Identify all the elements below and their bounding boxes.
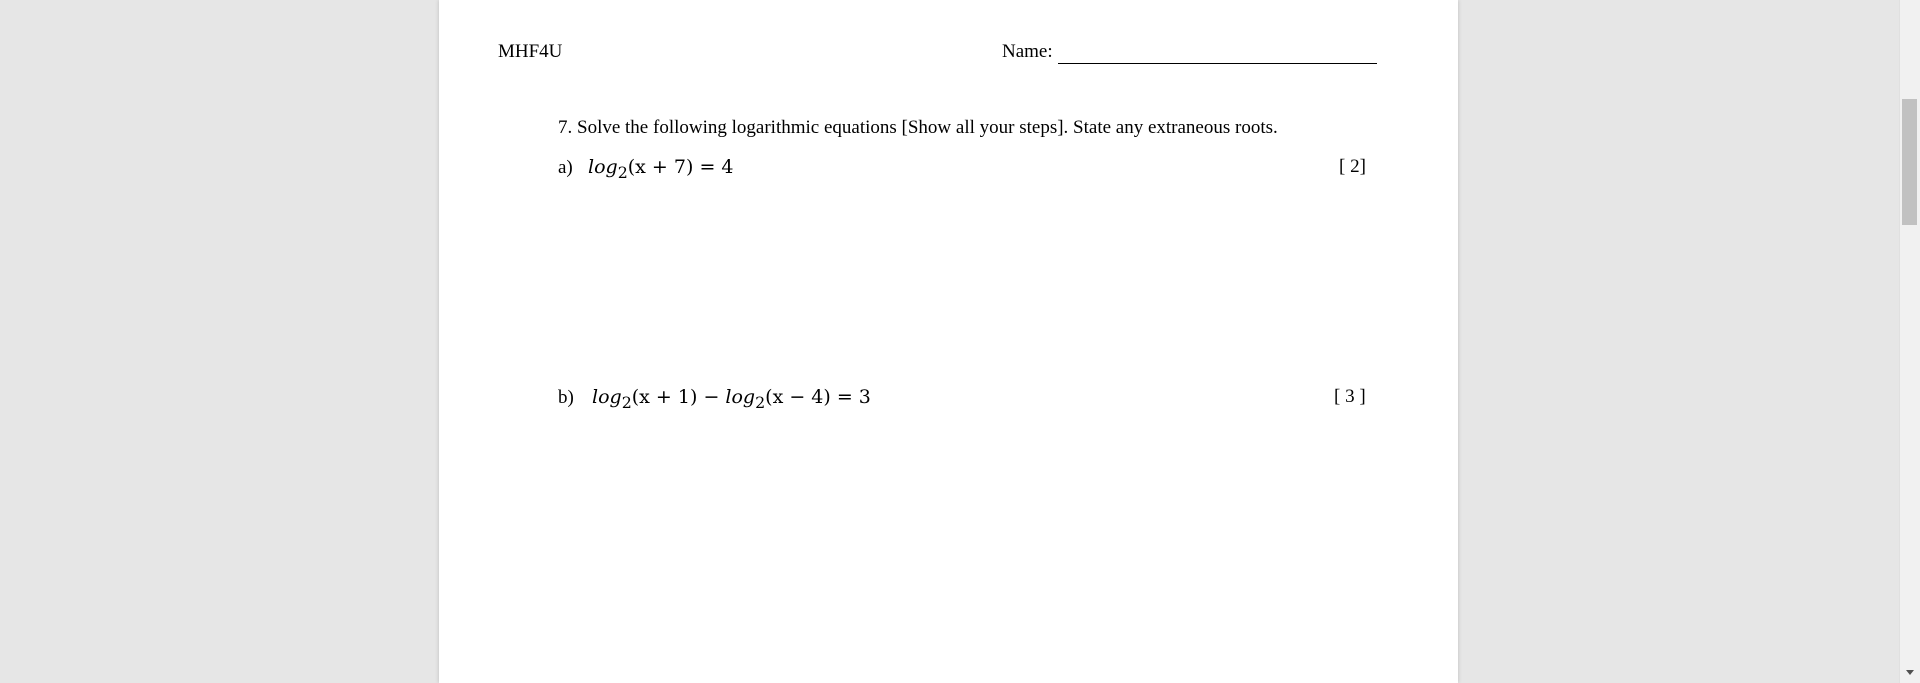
equation-b [592,384,871,416]
chevron-down-icon[interactable] [1906,670,1914,675]
log-base: 2 [617,162,628,182]
log-argument: (x + 1) [631,386,698,408]
equation-rhs: = 3 [830,386,871,408]
log-base: 2 [755,392,766,412]
part-label: b) [558,387,574,408]
equation-a [588,154,734,186]
course-code: MHF4U [498,41,563,62]
part-label: a) [558,157,573,178]
equation-rhs: = 4 [693,156,734,178]
log-argument: (x − 4) [765,386,831,408]
marks-a: [ 2] [1339,156,1366,177]
question-part-a [558,154,734,186]
scrollbar-thumb[interactable] [1902,99,1917,225]
log-function: log [592,386,622,408]
log-function: log [725,386,756,408]
question-7-prompt: 7. Solve the following logarithmic equations [Show all your steps]. State any extraneous roots. [558,117,1278,138]
log-function: log [588,156,618,178]
log-base: 2 [621,392,632,412]
name-field [1002,40,1377,64]
vertical-scrollbar[interactable] [1899,0,1920,683]
name-underline [1058,42,1377,64]
name-label: Name: [1002,41,1053,62]
log-argument: (x + 7) [627,156,694,178]
document-page [439,0,1458,683]
marks-b: [ 3 ] [1334,386,1366,407]
minus-operator: − [697,386,726,408]
question-part-b [558,384,871,416]
